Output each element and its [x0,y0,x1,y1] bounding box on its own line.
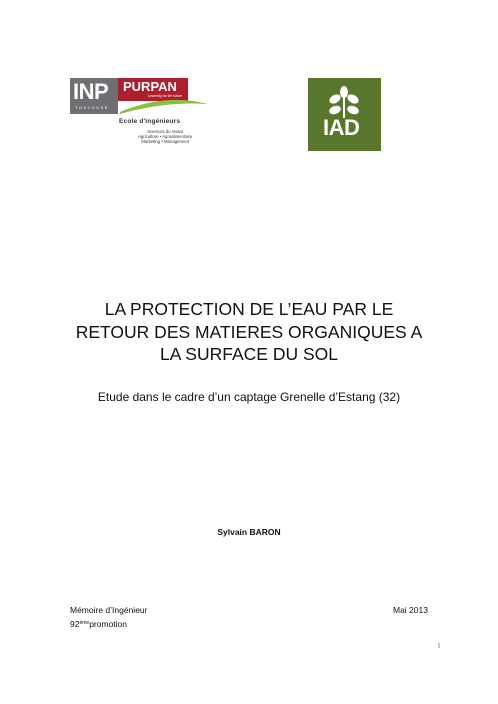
page-number: I [438,643,440,650]
document-title [0,298,498,366]
promotion-label [70,619,127,629]
promotion-text: promotion [89,619,128,629]
promotion-suffix: ème [79,620,90,626]
sciences-line: Sciences du vivant [147,129,184,134]
memoire-label: Mémoire d’Ingénieur [70,605,148,615]
inp-logo-subtext: TOULOUSE [75,105,109,110]
inp-purpan-logo [70,78,210,158]
document-title-line: LA PROTECTION DE L’EAU PAR LE [104,299,394,319]
ecole-ingenieurs-label: Ecole d'ingénieurs [119,118,181,125]
promotion-number: 92 [70,619,80,629]
sciences-du-vivant-label [138,129,192,145]
purpan-logo-text: PURPAN [123,79,177,94]
green-swoosh-icon [118,98,210,116]
sciences-lines [138,129,192,145]
inp-logo-text: INP [73,79,109,104]
iad-logo [308,78,381,151]
purpan-tagline: Learning for life future [148,94,183,98]
document-title-line: RETOUR DES MATIERES ORGANIQUES A [75,321,423,342]
inp-logo-box [70,78,118,114]
sciences-line: Agriculture • Agroalimentaire [138,134,193,140]
date-label: Mai 2013 [393,605,428,615]
iad-logo-text: IAD [323,115,360,140]
document-subtitle: Etude dans le cadre d’un captage Grenelle d’Estang (32) [97,390,401,404]
document-title-line: LA SURFACE DU SOL [160,344,338,364]
author-name: Sylvain BARON [217,527,281,537]
sciences-line: Marketing • Management [141,139,190,145]
